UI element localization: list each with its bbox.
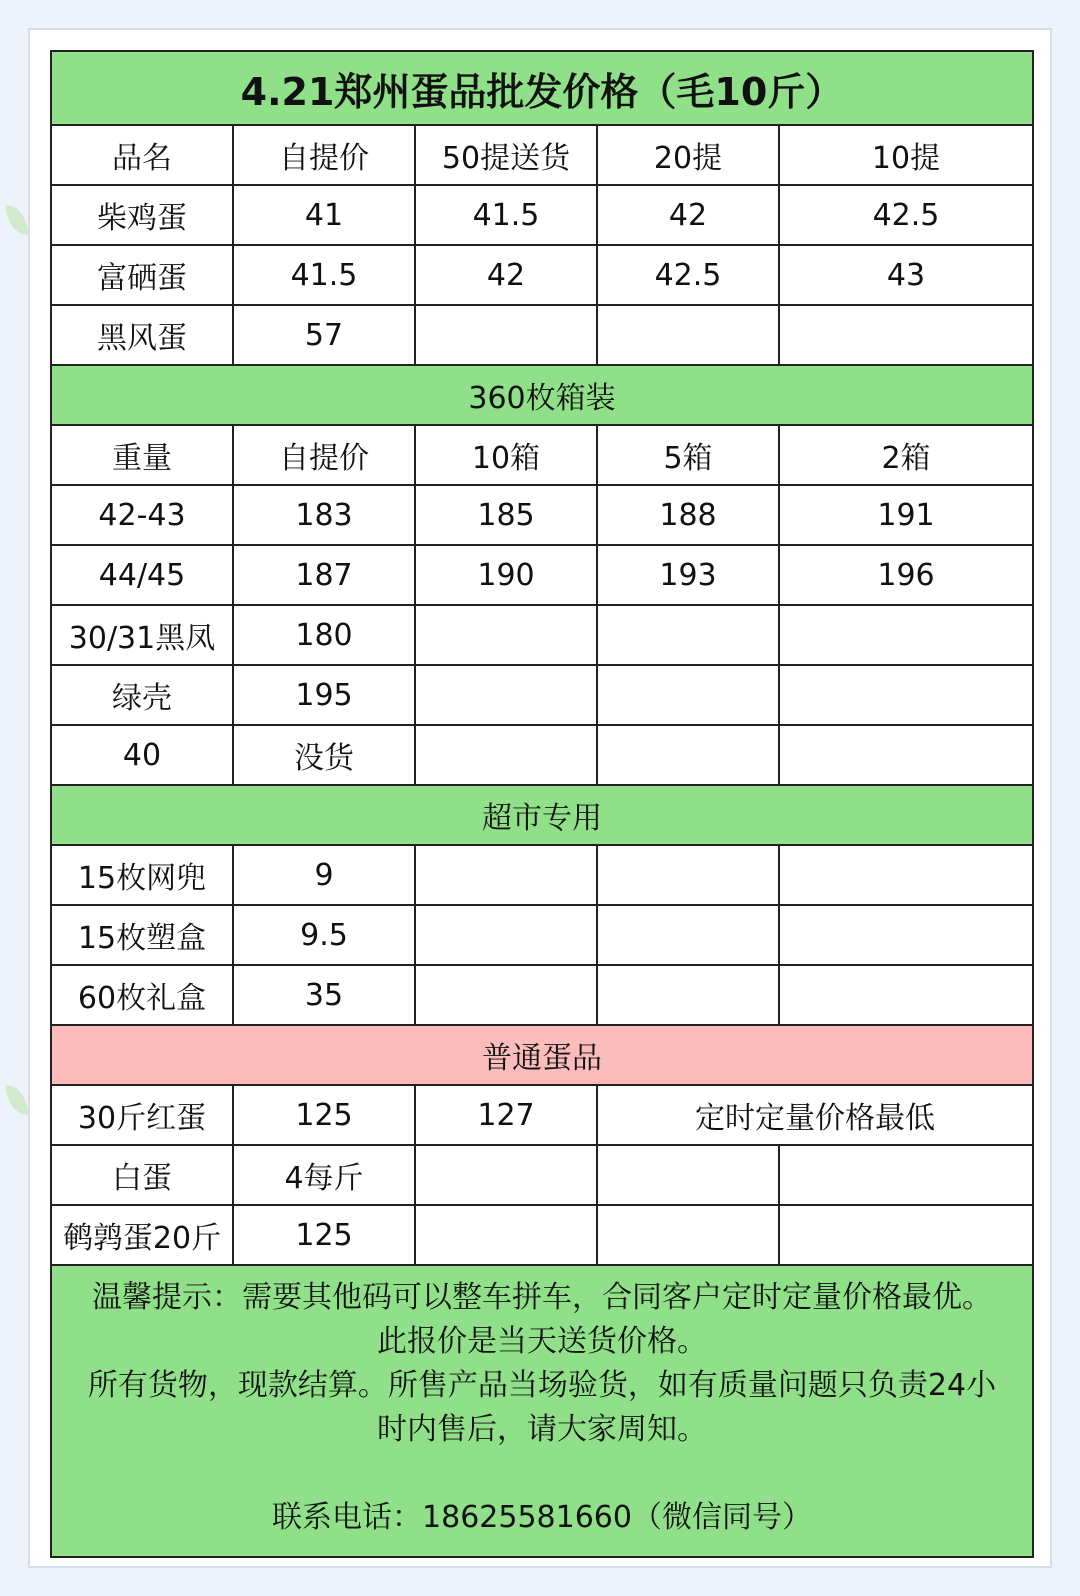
table-row — [52, 846, 1032, 906]
notice-line: 此报价是当天送货价格。 — [377, 1324, 707, 1359]
table-cell: 188 — [598, 486, 780, 544]
spacer — [60, 1452, 1024, 1496]
table-cell: 41.5 — [416, 186, 598, 244]
header-cell: 品名 — [52, 126, 234, 184]
table-row — [52, 1146, 1032, 1206]
header-cell: 2箱 — [881, 441, 931, 476]
table-cell — [598, 1146, 780, 1204]
table-cell — [416, 1206, 598, 1264]
table-cell: 43 — [886, 257, 926, 293]
table-cell — [598, 726, 780, 784]
table-cell: 41.5 — [234, 246, 416, 304]
table-cell-merged: 定时定量价格最低 — [695, 1101, 935, 1136]
table-cell — [598, 1206, 780, 1264]
table-cell — [416, 606, 598, 664]
table-cell: 42-43 — [52, 486, 234, 544]
table-cell: 195 — [234, 666, 416, 724]
table-cell: 15枚网兜 — [52, 846, 234, 904]
table-cell: 180 — [234, 606, 416, 664]
notice-box — [52, 1266, 1032, 1556]
table-row — [52, 306, 1032, 366]
table-cell: 127 — [416, 1086, 598, 1144]
table-cell: 9 — [234, 846, 416, 904]
header-cell: 50提送货 — [416, 126, 598, 184]
table-cell: 30斤红蛋 — [52, 1086, 234, 1144]
table-cell — [598, 906, 780, 964]
table-header-row — [52, 126, 1032, 186]
section-title: 普通蛋品 — [482, 1041, 602, 1076]
table-cell — [598, 606, 780, 664]
table-cell: 42.5 — [598, 246, 780, 304]
section-header-box-packing — [52, 366, 1032, 426]
page-title: 4.21郑州蛋品批发价格（毛10斤） — [52, 52, 1032, 126]
table-row — [52, 726, 1032, 786]
table-row — [52, 546, 1032, 606]
section-header-supermarket — [52, 786, 1032, 846]
table-cell — [416, 906, 598, 964]
table-cell: 没货 — [234, 726, 416, 784]
table-cell: 白蛋 — [52, 1146, 234, 1204]
section-title: 360枚箱装 — [468, 381, 616, 416]
table-cell — [416, 306, 598, 364]
table-cell: 42.5 — [872, 197, 940, 233]
section-header-regular-eggs — [52, 1026, 1032, 1086]
table-cell: 187 — [234, 546, 416, 604]
header-cell: 10提 — [871, 141, 941, 176]
table-cell: 绿壳 — [52, 666, 234, 724]
notice-line: 时内售后，请大家周知。 — [377, 1412, 707, 1447]
table-cell: 富硒蛋 — [52, 246, 234, 304]
table-cell — [780, 306, 1032, 364]
table-cell: 鹌鹑蛋20斤 — [52, 1206, 234, 1264]
table-header-row — [52, 426, 1032, 486]
header-cell: 20提 — [598, 126, 780, 184]
table-cell: 9.5 — [234, 906, 416, 964]
table-cell: 57 — [234, 306, 416, 364]
table-row — [52, 606, 1032, 666]
header-cell: 重量 — [52, 426, 234, 484]
table-cell: 60枚礼盒 — [52, 966, 234, 1024]
table-cell: 191 — [877, 497, 935, 533]
table-cell: 183 — [234, 486, 416, 544]
table-cell: 125 — [234, 1086, 416, 1144]
table-cell: 15枚塑盒 — [52, 906, 234, 964]
table-cell — [780, 966, 1032, 1024]
table-cell: 42 — [598, 186, 780, 244]
table-cell: 40 — [52, 726, 234, 784]
table-cell: 42 — [416, 246, 598, 304]
table-row — [52, 966, 1032, 1026]
table-cell: 44/45 — [52, 546, 234, 604]
table-cell: 35 — [234, 966, 416, 1024]
table-cell — [416, 966, 598, 1024]
price-card — [28, 28, 1052, 1568]
table-cell — [780, 606, 1032, 664]
table-cell — [780, 666, 1032, 724]
table-cell — [598, 666, 780, 724]
table-cell: 196 — [877, 557, 935, 593]
decorative-leaf — [6, 1085, 28, 1115]
section-title: 超市专用 — [482, 801, 602, 836]
table-cell: 黑风蛋 — [52, 306, 234, 364]
table-cell — [598, 966, 780, 1024]
table-cell — [780, 906, 1032, 964]
price-table — [50, 50, 1034, 1558]
table-cell — [416, 1146, 598, 1204]
table-cell — [780, 846, 1032, 904]
notice-line: 温馨提示：需要其他码可以整车拼车，合同客户定时定量价格最优。 — [92, 1280, 992, 1315]
table-cell — [780, 726, 1032, 784]
table-cell — [416, 846, 598, 904]
contact-phone: 联系电话：18625581660（微信同号） — [272, 1500, 812, 1535]
table-row — [52, 486, 1032, 546]
table-cell: 41 — [234, 186, 416, 244]
table-cell — [780, 1206, 1032, 1264]
table-cell: 190 — [416, 546, 598, 604]
table-cell — [780, 1146, 1032, 1204]
table-cell — [416, 666, 598, 724]
header-cell: 5箱 — [598, 426, 780, 484]
decorative-leaf — [6, 205, 28, 235]
header-cell: 自提价 — [234, 126, 416, 184]
header-cell: 自提价 — [234, 426, 416, 484]
header-cell: 10箱 — [416, 426, 598, 484]
table-row — [52, 1086, 1032, 1146]
table-row — [52, 186, 1032, 246]
table-cell: 30/31黑凤 — [52, 606, 234, 664]
notice-line: 所有货物，现款结算。所售产品当场验货，如有质量问题只负责24小 — [87, 1368, 997, 1403]
table-cell — [598, 846, 780, 904]
table-row — [52, 906, 1032, 966]
table-cell: 193 — [598, 546, 780, 604]
table-row — [52, 666, 1032, 726]
table-cell: 185 — [416, 486, 598, 544]
table-row — [52, 1206, 1032, 1266]
table-row — [52, 246, 1032, 306]
table-cell — [416, 726, 598, 784]
table-cell: 柴鸡蛋 — [52, 186, 234, 244]
table-cell — [598, 306, 780, 364]
table-cell: 4每斤 — [234, 1146, 416, 1204]
table-cell: 125 — [234, 1206, 416, 1264]
